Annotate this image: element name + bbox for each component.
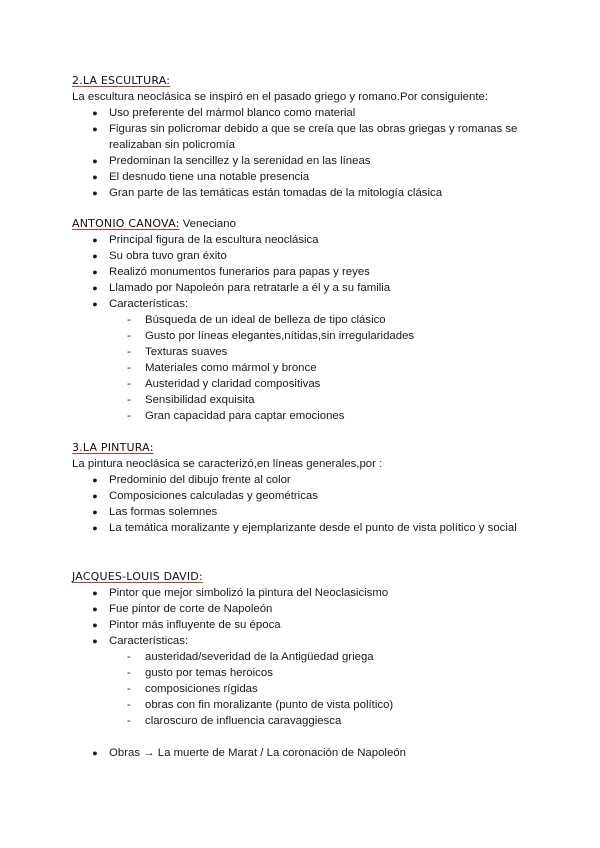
bullet-list xyxy=(72,105,528,201)
sub-list-item: - composiciones rígidas xyxy=(127,683,258,695)
sub-list-item: - claroscuro de influencia caravaggiesca xyxy=(127,715,342,727)
bullet-list xyxy=(72,232,528,312)
bullet-icon: ● xyxy=(92,108,98,118)
bullet-icon: ● xyxy=(92,124,98,134)
dash-icon: - xyxy=(127,314,131,326)
dash-icon: - xyxy=(127,346,131,358)
list-item: ● Su obra tuvo gran éxito xyxy=(72,248,528,264)
bullet-icon: ● xyxy=(92,267,98,277)
bullet-icon: ● xyxy=(92,475,98,485)
list-item: ● Características: xyxy=(72,633,528,649)
sub-list-item: - gusto por temas heroicos xyxy=(127,667,273,679)
sub-list-item: - Materiales como mármol y bronce xyxy=(127,362,317,374)
section-heading-line xyxy=(72,216,528,232)
sub-list-item: - Texturas suaves xyxy=(127,346,228,358)
list-item: ● Principal figura de la escultura neoclásica xyxy=(72,232,528,248)
dash-icon: - xyxy=(127,394,131,406)
bullet-icon: ● xyxy=(92,188,98,198)
dash-icon: - xyxy=(127,699,131,711)
dash-icon: - xyxy=(127,683,131,695)
bullet-icon: ● xyxy=(92,156,98,166)
list-item: ● Composiciones calculadas y geométricas xyxy=(72,488,528,504)
dash-icon: - xyxy=(127,330,131,342)
section-pintura xyxy=(72,440,528,536)
section-heading: ANTONIO CANOVA: xyxy=(72,217,180,230)
section-heading: 3.LA PINTURA: xyxy=(72,441,154,454)
dash-icon: - xyxy=(127,667,131,679)
list-item: ● Uso preferente del mármol blanco como material xyxy=(72,105,528,121)
bullet-icon: ● xyxy=(92,523,98,533)
list-item: ● Pintor más influyente de su época xyxy=(72,617,528,633)
list-item: ● La temática moralizante y ejemplarizante desde el punto de vista político y social xyxy=(72,520,528,536)
heading-suffix: Veneciano xyxy=(179,218,236,230)
sub-list-item: - Gusto por líneas elegantes,nítidas,sin irregularidades xyxy=(127,330,415,342)
list-item: ● Predominio del dibujo frente al color xyxy=(72,472,528,488)
section-canova xyxy=(72,216,528,424)
sub-list-item: - Búsqueda de un ideal de belleza de tipo clásico xyxy=(127,314,386,326)
bullet-list xyxy=(72,472,528,536)
section-david xyxy=(72,569,528,729)
sub-list-item: - Sensibilidad exquisita xyxy=(127,394,255,406)
list-item: ● Realizó monumentos funerarios para papas y reyes xyxy=(72,264,528,280)
section-heading: JACQUES-LOUIS DAVID: xyxy=(72,570,203,583)
bullet-icon: ● xyxy=(92,588,98,598)
bullet-icon: ● xyxy=(92,251,98,261)
section-heading: 2.LA ESCULTURA: xyxy=(72,74,171,87)
sub-list-item: - Austeridad y claridad compositivas xyxy=(127,378,321,390)
sub-bullet-list xyxy=(72,649,528,729)
sub-list-item: - Gran capacidad para captar emociones xyxy=(127,410,345,422)
dash-icon: - xyxy=(127,410,131,422)
bullet-list xyxy=(72,745,528,761)
section-intro: La pintura neoclásica se caracterizó,en líneas generales,por : xyxy=(72,458,383,470)
bullet-icon: ● xyxy=(92,491,98,501)
bullet-icon: ● xyxy=(92,283,98,293)
list-item: ● Fue pintor de corte de Napoleón xyxy=(72,601,528,617)
sub-list-item: - austeridad/severidad de la Antigüedad griega xyxy=(127,651,374,663)
sub-list-item: - obras con fin moralizante (punto de vista político) xyxy=(127,699,394,711)
section-intro: La escultura neoclásica se inspiró en el pasado griego y romano.Por consiguiente: xyxy=(72,91,489,103)
sub-bullet-list xyxy=(72,312,528,424)
bullet-icon: ● xyxy=(92,235,98,245)
dash-icon: - xyxy=(127,362,131,374)
bullet-icon: ● xyxy=(92,172,98,182)
dash-icon: - xyxy=(127,378,131,390)
bullet-icon: ● xyxy=(92,636,98,646)
obras-text: Obras → La muerte de Marat / La coronación de Napoleón xyxy=(109,747,406,759)
list-item: ● Llamado por Napoleón para retratarle a él y a su familia xyxy=(72,280,528,296)
bullet-list xyxy=(72,585,528,649)
list-item: ● Predominan la sencillez y la serenidad en las líneas xyxy=(72,153,528,169)
list-item: ● Pintor que mejor simbolizó la pintura del Neoclasicismo xyxy=(72,585,528,601)
section-escultura xyxy=(72,73,528,201)
bullet-icon: ● xyxy=(92,507,98,517)
list-item: ● Gran parte de las temáticas están tomadas de la mitología clásica xyxy=(72,185,528,201)
bullet-icon: ● xyxy=(92,748,98,758)
list-item: ● El desnudo tiene una notable presencia xyxy=(72,169,528,185)
dash-icon: - xyxy=(127,651,131,663)
bullet-icon: ● xyxy=(92,620,98,630)
list-item: ● Figuras sin policromar debido a que se creía que las obras griegas y romanas se realizaban sin policromía xyxy=(72,121,528,153)
bullet-icon: ● xyxy=(92,299,98,309)
dash-icon: - xyxy=(127,715,131,727)
list-item: ● Las formas solemnes xyxy=(72,504,528,520)
list-item xyxy=(72,745,528,761)
list-item: ● Características: xyxy=(72,296,528,312)
obras-section xyxy=(72,745,528,761)
bullet-icon: ● xyxy=(92,604,98,614)
